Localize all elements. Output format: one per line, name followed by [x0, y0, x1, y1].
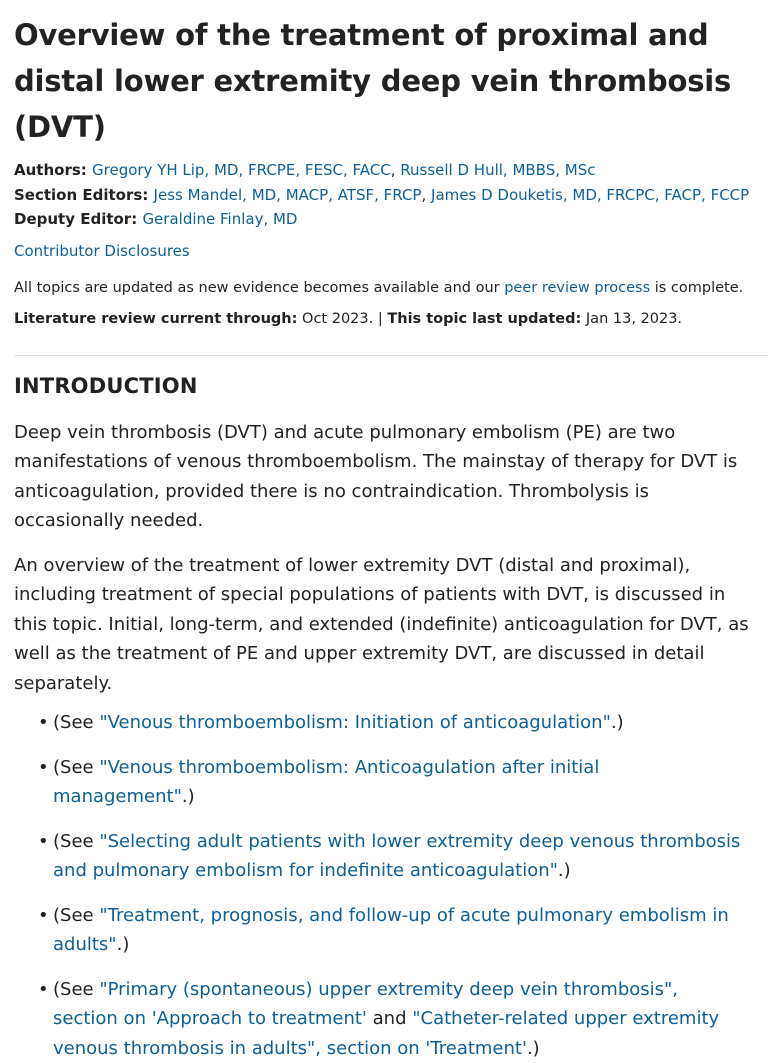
author-link-lip[interactable]: Gregory YH Lip, MD, FRCPE, FESC, FACC	[92, 161, 391, 179]
contributor-disclosures-link[interactable]: Contributor Disclosures	[14, 242, 190, 260]
page-title: Overview of the treatment of proximal and distal lower extremity deep vein thrombosis (DVT)	[14, 0, 754, 150]
last-updated-date: Jan 13, 2023.	[581, 311, 682, 327]
authors-label: Authors:	[14, 161, 92, 179]
see-prefix: (See	[53, 757, 99, 778]
dates-separator: |	[373, 311, 387, 327]
list-item	[38, 753, 754, 812]
list-item	[38, 708, 754, 738]
topic-link-anticoagulation-after-initial-management[interactable]: "Venous thromboembolism: Anticoagulation after initial management"	[53, 757, 599, 808]
topic-link-acute-pulmonary-embolism[interactable]: "Treatment, prognosis, and follow-up of acute pulmonary embolism in adults"	[53, 905, 729, 956]
last-updated-label: This topic last updated:	[387, 311, 581, 327]
see-suffix: .)	[117, 934, 130, 955]
author-link-hull[interactable]: Russell D Hull, MBBS, MSc	[400, 161, 595, 179]
list-item	[38, 901, 754, 960]
see-prefix: (See	[53, 979, 99, 1000]
intro-paragraph-2: An overview of the treatment of lower extremity DVT (distal and proximal), including treatment of special populations of patients with DVT, is discussed in this topic. Initial, long-term, and extended (indefinite) anticoagulation for DVT, as well as the treatment of PE and upper extremity DVT, are discussed in detail separately.	[14, 551, 754, 699]
authors-row: Authors: Gregory YH Lip, MD, FRCPE, FESC, FACC, Russell D Hull, MBBS, MSc	[14, 158, 754, 183]
topic-link-indefinite-anticoagulation[interactable]: "Selecting adult patients with lower extremity deep venous thrombosis and pulmonary embolism for indefinite anticoagulation"	[53, 831, 740, 882]
deputy-editor-row	[14, 207, 754, 232]
section-editors-row: Section Editors: Jess Mandel, MD, MACP, ATSF, FRCP, James D Douketis, MD, FRCPC, FACP, FCCP	[14, 183, 754, 208]
see-suffix: .)	[558, 860, 571, 881]
article-metadata	[14, 158, 754, 232]
see-suffix: .)	[182, 786, 195, 807]
topic-link-primary-upper-extremity-dvt[interactable]: "Primary (spontaneous) upper extremity deep vein thrombosis", section on 'Approach to treatment'	[53, 979, 678, 1030]
deputy-editor-link-finlay[interactable]: Geraldine Finlay, MD	[142, 210, 297, 228]
section-divider	[14, 355, 768, 356]
topic-link-catheter-related-upper-extremity-thrombosis[interactable]: "Catheter-related upper extremity venous thrombosis in adults", section on 'Treatment'	[53, 1008, 719, 1059]
see-also-list	[14, 708, 754, 1063]
section-heading-introduction: INTRODUCTION	[14, 370, 754, 402]
review-dates	[14, 307, 754, 331]
editor-link-douketis[interactable]: James D Douketis, MD, FRCPC, FACP, FCCP	[431, 186, 749, 204]
update-notice	[14, 276, 754, 300]
deputy-editor-label: Deputy Editor:	[14, 210, 142, 228]
see-prefix: (See	[53, 905, 99, 926]
peer-review-link[interactable]: peer review process	[504, 280, 650, 296]
update-notice-after: is complete.	[650, 280, 743, 296]
intro-paragraph-1: Deep vein thrombosis (DVT) and acute pulmonary embolism (PE) are two manifestations of venous thromboembolism. The mainstay of therapy for DVT is anticoagulation, provided there is no contraindication. Thrombolysis is occasionally needed.	[14, 418, 754, 536]
topic-link-initiation-of-anticoagulation[interactable]: "Venous thromboembolism: Initiation of anticoagulation"	[99, 712, 611, 733]
see-suffix: .)	[527, 1038, 540, 1059]
see-joiner: and	[367, 1008, 412, 1029]
update-notice-before: All topics are updated as new evidence becomes available and our	[14, 280, 504, 296]
literature-review-date: Oct 2023.	[297, 311, 373, 327]
section-editors-label: Section Editors:	[14, 186, 154, 204]
bullet-icon: •	[38, 901, 49, 931]
see-prefix: (See	[53, 712, 99, 733]
see-suffix: .)	[611, 712, 624, 733]
editor-link-mandel[interactable]: Jess Mandel, MD, MACP, ATSF, FRCP	[154, 186, 422, 204]
list-item	[38, 975, 754, 1063]
literature-review-label: Literature review current through:	[14, 311, 297, 327]
see-prefix: (See	[53, 831, 99, 852]
bullet-icon: •	[38, 708, 49, 738]
list-item	[38, 827, 754, 886]
bullet-icon: •	[38, 753, 49, 783]
bullet-icon: •	[38, 827, 49, 857]
bullet-icon: •	[38, 975, 49, 1005]
contributor-disclosures-row	[14, 239, 754, 263]
